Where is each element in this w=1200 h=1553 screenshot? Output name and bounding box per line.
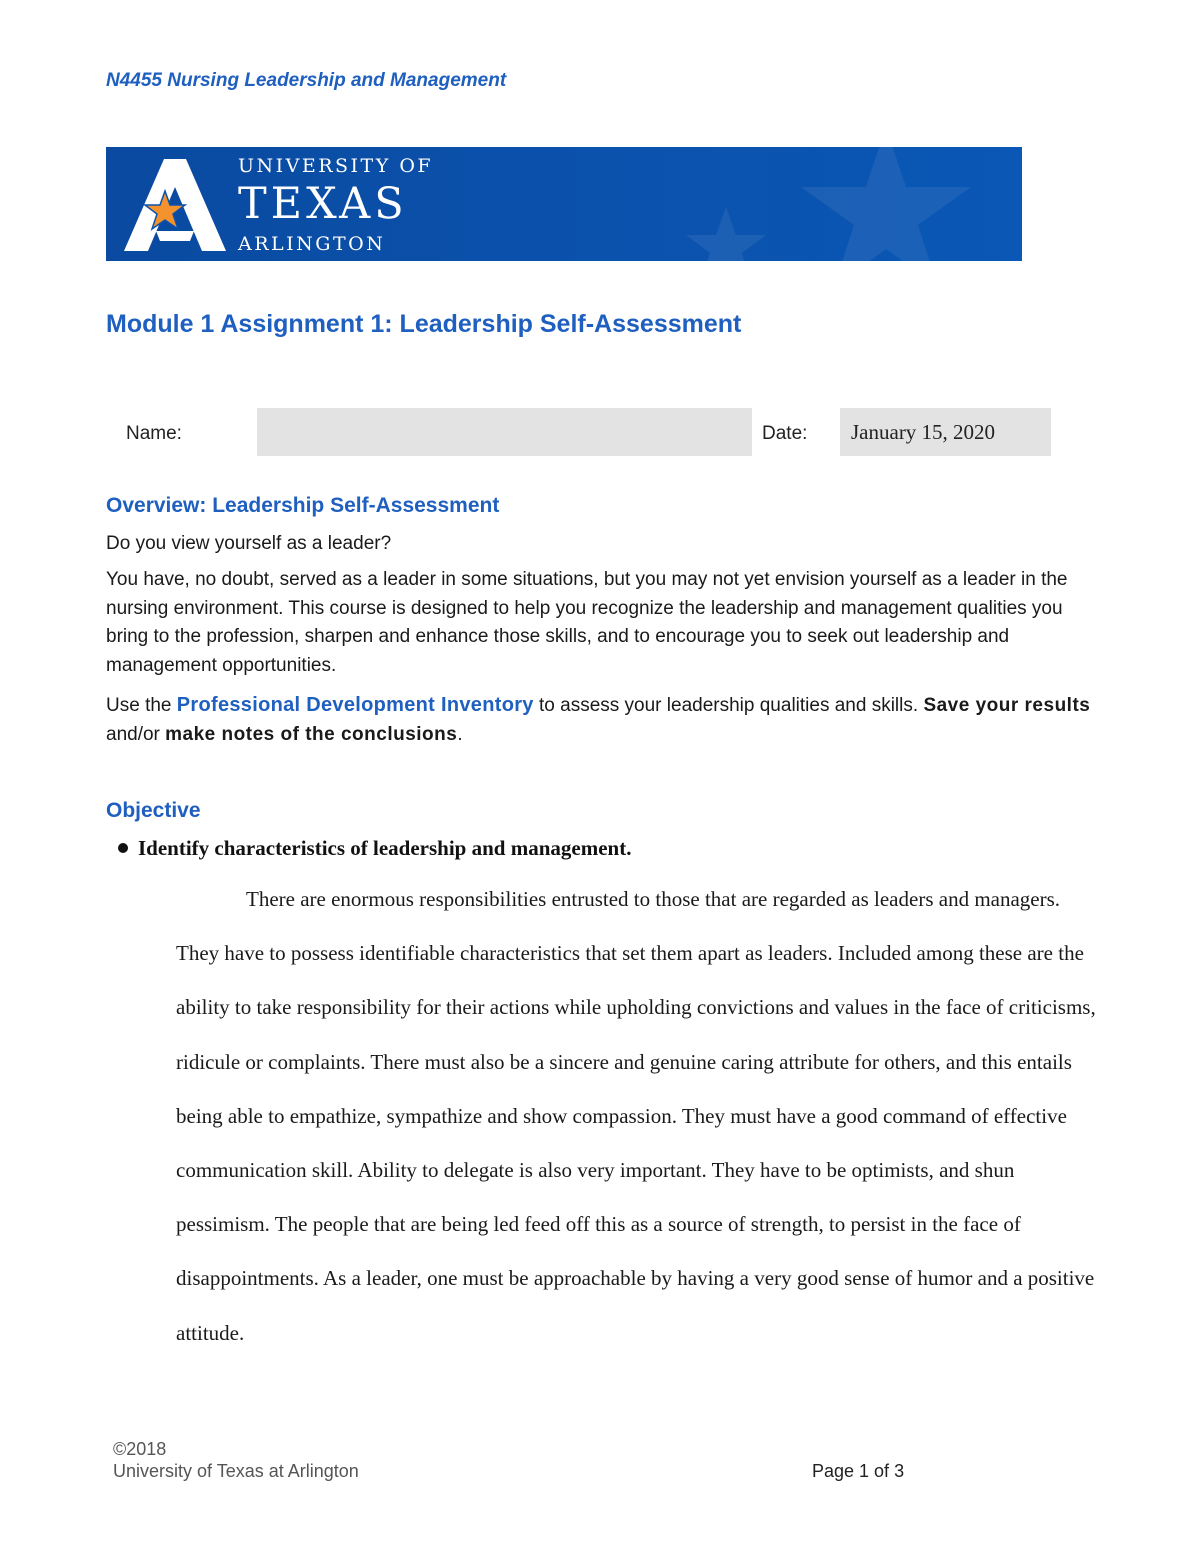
logo-university-of: UNIVERSITY OF — [238, 155, 434, 177]
objective-bullet — [118, 836, 631, 861]
objective-heading: Objective — [106, 799, 201, 822]
footer-university: University of Texas at Arlington — [113, 1461, 359, 1481]
make-notes-text: make notes of the conclusions — [165, 723, 458, 745]
bullet-icon — [118, 843, 128, 853]
name-field[interactable] — [257, 408, 752, 456]
overview-instructions — [106, 691, 1106, 749]
date-label: Date: — [762, 423, 808, 444]
save-results-text: Save your results — [923, 695, 1091, 716]
objective-bullet-text: Identify characteristics of leadership and management. — [138, 836, 632, 860]
date-field[interactable]: January 15, 2020 — [840, 408, 1051, 456]
overview-question: Do you view yourself as a leader? — [106, 533, 392, 554]
footer-copyright: ©2018 — [113, 1439, 167, 1459]
footer-page-number: Page 1 of 3 — [812, 1461, 905, 1481]
decorative-star-icon — [686, 147, 971, 261]
and-or-text: and/or — [106, 723, 166, 745]
overview-body: You have, no doubt, served as a leader in some situations, but you may not yet envision yourself as a leader in the nursing environment. This course is designed to help you recognize the leadership and management qualities you bring to the profession, sharpen and enhance those skills, and to encourage you to seek out leadership and management opportunities. — [106, 569, 1068, 676]
inventory-link[interactable]: Professional Development Inventory — [176, 694, 534, 716]
objective-essay: There are enormous responsibilities entrusted to those that are regarded as leaders and managers. They have to possess identifiable characteristics that set them apart as leaders. Included among these are the ability to take responsibility for their actions while upholding convictions and values in the face of criticisms, ridicule or complaints. There must also be a sincere and genuine caring attribute for others, and this entails being able to empathize, sympathize and show compassion. They must have a good command of effective communication skill. Ability to delegate is also very important. They have to be optimists, and shun pessimism. The people that are being led feed off this as a source of strength, to persist in the face of disappointments. As a leader, one must be approachable by having a very good sense of humor and a positive attitude. — [176, 887, 1096, 1345]
uta-a-logo-icon — [124, 159, 226, 251]
page-title: Module 1 Assignment 1: Leadership Self-Assessment — [106, 310, 742, 338]
overview-heading: Overview: Leadership Self-Assessment — [106, 494, 500, 517]
course-header: N4455 Nursing Leadership and Management — [106, 70, 507, 91]
logo-texas: TEXAS — [238, 179, 408, 229]
period-text: . — [457, 723, 463, 745]
name-label: Name: — [126, 423, 182, 444]
logo-arlington: ARLINGTON — [238, 233, 386, 255]
use-prefix: Use the — [106, 695, 177, 716]
use-middle: to assess your leadership qualities and skills. — [533, 695, 924, 716]
university-banner — [106, 147, 1022, 261]
